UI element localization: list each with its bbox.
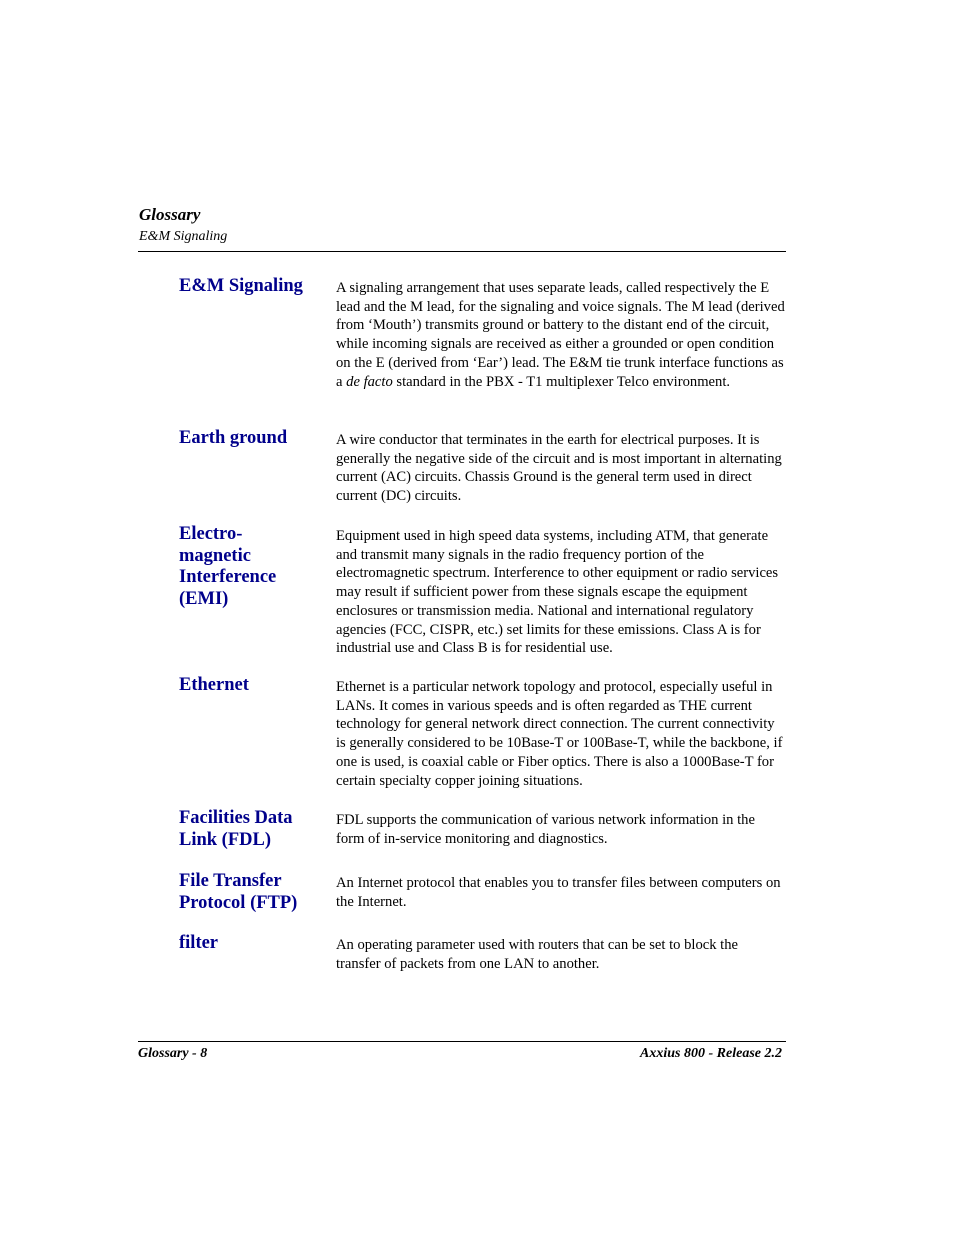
definition-text: A signaling arrangement that uses separate leads, called respectively the E lead and the M lead, for the signaling and voice signals. The M lead (derived from ‘Mouth’) transmits ground or battery to the distant end of the circuit, while incoming signals are received as either a grounded or open condition on the E (derived from ‘Ear’) lead. The E&M tie trunk interface functions as a	[336, 280, 785, 390]
glossary-definition-emi: Equipment used in high speed data systems, including ATM, that generate and transmit many signals in the radio frequency portion of the electromagnetic spectrum. Interference to other equipment or radio services may result if sufficient power from these signals escape the equipment enclosures or transmission media. National and international regulatory agencies (FCC, CISPR, etc.) set limits for these emissions. Class A is for industrial use and Class B is for residential use.	[336, 528, 779, 657]
definition-italic-text: de facto	[346, 373, 393, 390]
glossary-term-filter: filter	[179, 933, 219, 953]
term-line: File Transfer	[179, 871, 282, 891]
footer-product-release: Axxius 800 - Release 2.2	[640, 1046, 782, 1061]
header-rule	[138, 251, 786, 252]
term-line: Electro-	[179, 524, 243, 544]
glossary-term-em-signaling: E&M Signaling	[179, 276, 303, 296]
glossary-definition-ethernet: Ethernet is a particular network topology and protocol, especially useful in LANs. It comes in various speeds and is often regarded as THE current technology for general network direct connection. The current connectivity is generally considered to be 10Base-T or 100Base-T, while the backbone, if one is used, is coaxial cable or Fiber optics. There is also a 1000Base-T for certain specialty copper joining situations.	[336, 679, 783, 789]
running-header-subtitle: E&M Signaling	[139, 229, 228, 244]
glossary-term-ftp	[179, 871, 329, 914]
glossary-definition-filter: An operating parameter used with routers that can be set to block the transfer of packets from one LAN to another.	[336, 937, 739, 972]
glossary-definition-em-signaling	[336, 279, 786, 391]
glossary-term-emi	[179, 524, 329, 610]
footer-rule	[138, 1041, 786, 1042]
term-line: Interference	[179, 567, 277, 587]
footer-page-number: Glossary - 8	[138, 1046, 208, 1061]
glossary-term-ethernet: Ethernet	[179, 675, 249, 695]
term-line: (EMI)	[179, 588, 229, 609]
term-line: Facilities Data	[179, 808, 293, 828]
term-line: magnetic	[179, 545, 251, 566]
glossary-definition-fdl: FDL supports the communication of various network information in the form of in-service monitoring and diagnostics.	[336, 812, 755, 847]
glossary-term-fdl	[179, 808, 329, 851]
glossary-term-earth-ground: Earth ground	[179, 428, 288, 448]
term-line: Link (FDL)	[179, 829, 272, 850]
glossary-definition-earth-ground: A wire conductor that terminates in the earth for electrical purposes. It is generally the negative side of the circuit and is most important in alternating current (AC) circuits. Chassis Ground is the general term used in direct current (DC) circuits.	[336, 432, 782, 505]
running-header-title: Glossary	[139, 205, 201, 224]
term-line: Protocol (FTP)	[179, 892, 298, 913]
definition-text: standard in the PBX - T1 multiplexer Telco environment.	[392, 373, 731, 390]
glossary-definition-ftp: An Internet protocol that enables you to transfer files between computers on the Internet.	[336, 875, 781, 910]
